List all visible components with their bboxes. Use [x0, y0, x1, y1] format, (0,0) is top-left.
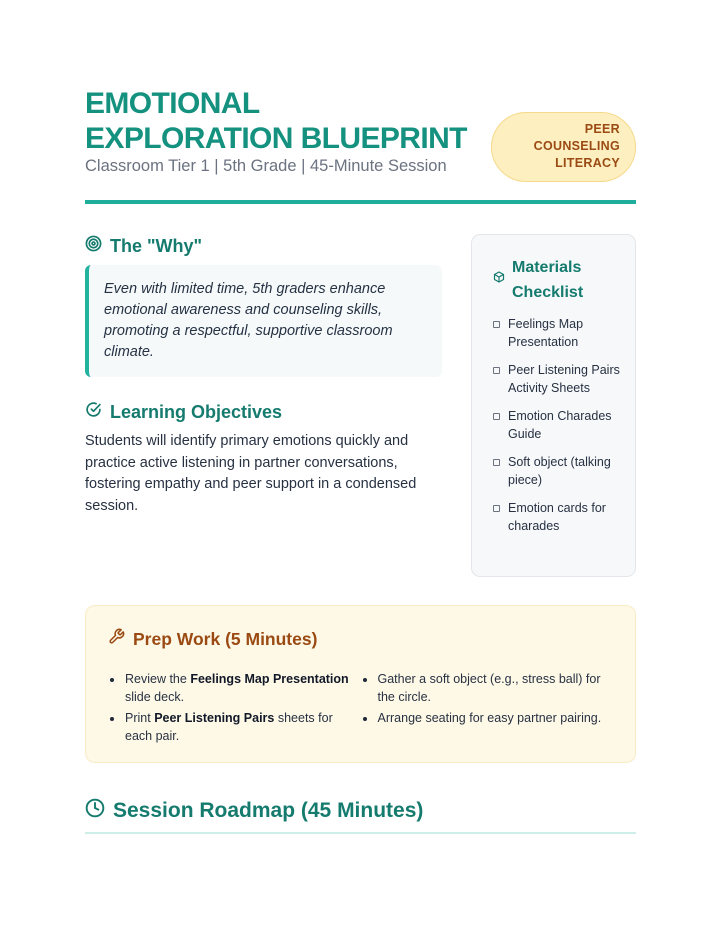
header	[85, 86, 636, 206]
check-circle-icon	[85, 401, 102, 423]
checkbox[interactable]	[493, 321, 500, 328]
why-callout	[85, 265, 442, 377]
materials-list	[493, 315, 621, 535]
prep-item: Arrange seating for easy partner pairing.	[361, 710, 614, 728]
roadmap-heading	[85, 798, 423, 824]
objectives-heading-text: Learning Objectives	[110, 401, 283, 422]
title-line-1: EMOTIONAL	[85, 87, 260, 120]
materials-item[interactable]	[493, 315, 621, 351]
why-heading	[85, 235, 202, 257]
prep-columns	[108, 671, 613, 749]
materials-heading-text: Materials Checklist	[512, 259, 584, 301]
why-text: Even with limited time, 5th graders enhance emotional awareness and counseling skills, promoting a respectful, supportive classroom climate.	[104, 281, 393, 360]
objectives-text: Students will identify primary emotions quickly and practice active listening in partner conversations, fostering empathy and peer support in a condensed session.	[85, 433, 417, 514]
badge-line-3: LITERACY	[555, 156, 620, 170]
checkbox[interactable]	[493, 367, 500, 374]
header-divider	[85, 200, 636, 204]
page-subtitle: Classroom Tier 1 | 5th Grade | 45-Minute Session	[85, 157, 447, 175]
materials-item[interactable]	[493, 407, 621, 443]
materials-item[interactable]	[493, 499, 621, 535]
page-title	[85, 86, 505, 156]
materials-item-label: Emotion cards for charades	[508, 501, 606, 533]
prep-panel	[85, 605, 636, 763]
topic-badge	[491, 112, 636, 182]
checkbox[interactable]	[493, 459, 500, 466]
prep-column-2	[361, 671, 614, 749]
materials-item-label: Soft object (talking piece)	[508, 455, 611, 487]
materials-heading	[493, 255, 621, 305]
prep-item: Review the Feelings Map Presentation slide deck.	[108, 671, 361, 706]
materials-item-label: Peer Listening Pairs Activity Sheets	[508, 363, 620, 395]
materials-item-label: Feelings Map Presentation	[508, 317, 584, 349]
materials-item[interactable]	[493, 453, 621, 489]
box-icon	[493, 266, 505, 291]
badge-line-2: COUNSELING	[533, 139, 620, 153]
materials-item-label: Emotion Charades Guide	[508, 409, 612, 441]
title-line-2: EXPLORATION BLUEPRINT	[85, 122, 467, 155]
materials-panel	[471, 234, 636, 577]
materials-item[interactable]	[493, 361, 621, 397]
roadmap-divider	[85, 832, 636, 834]
prep-item: Print Peer Listening Pairs sheets for each pair.	[108, 710, 361, 745]
prep-heading	[108, 628, 613, 650]
prep-item: Gather a soft object (e.g., stress ball) for the circle.	[361, 671, 614, 706]
wrench-icon	[108, 628, 125, 650]
checkbox[interactable]	[493, 413, 500, 420]
target-icon	[85, 235, 102, 257]
clock-icon	[85, 798, 105, 824]
prep-column-1	[108, 671, 361, 749]
badge-line-1: PEER	[584, 122, 620, 136]
prep-heading-text: Prep Work (5 Minutes)	[133, 628, 318, 649]
why-heading-text: The "Why"	[110, 235, 203, 256]
roadmap-heading-text: Session Roadmap (45 Minutes)	[113, 799, 424, 822]
checkbox[interactable]	[493, 505, 500, 512]
objectives-heading	[85, 401, 282, 423]
